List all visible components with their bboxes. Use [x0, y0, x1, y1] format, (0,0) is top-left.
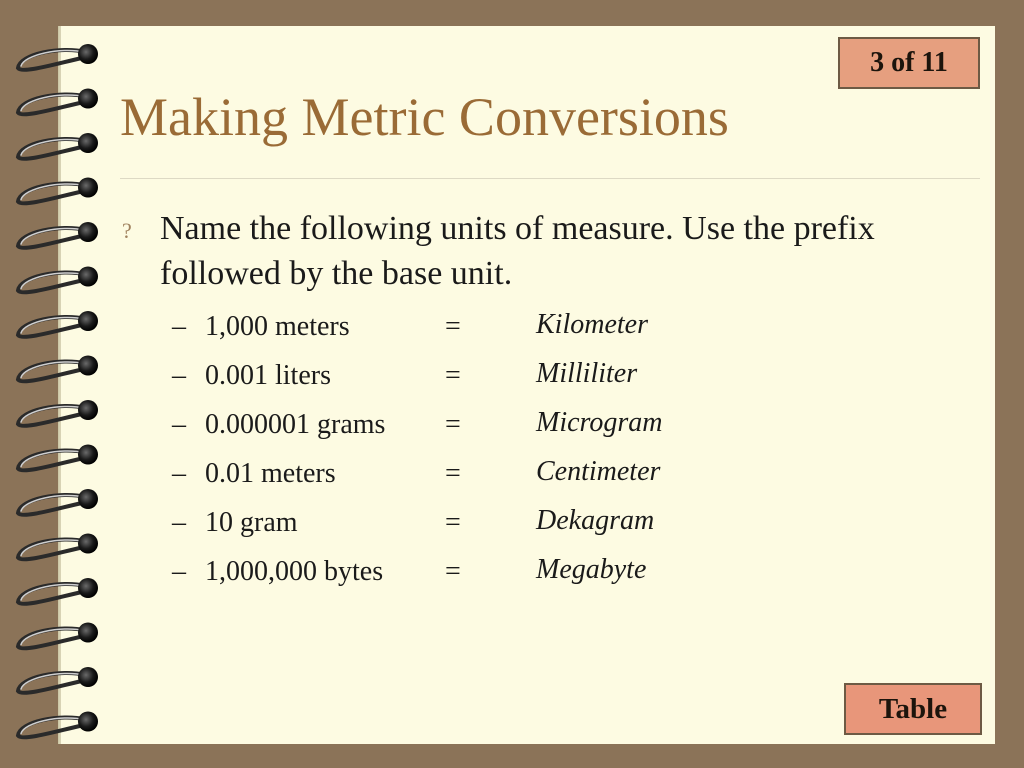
- binding-hole: [78, 178, 98, 198]
- row-equals: =: [445, 409, 461, 440]
- binding-hole: [78, 133, 98, 153]
- binding-hole: [78, 356, 98, 376]
- binding-wire: [18, 50, 86, 70]
- binding-hole: [78, 534, 98, 554]
- binding-wire: [18, 539, 86, 559]
- row-equals: =: [445, 458, 461, 489]
- title-divider: [120, 178, 980, 179]
- conversion-list: [172, 305, 772, 599]
- binding-wire: [18, 406, 86, 426]
- row-equals: =: [445, 360, 461, 391]
- row-dash: –: [172, 311, 186, 342]
- binding-hole: [78, 623, 98, 643]
- binding-hole: [78, 400, 98, 420]
- conversion-row: [172, 501, 772, 550]
- binding-hole: [78, 44, 98, 64]
- row-quantity: 1,000 meters: [205, 311, 350, 342]
- slide-counter: 3 of 11: [838, 37, 980, 89]
- row-answer: Microgram: [536, 407, 663, 438]
- binding-wire: [18, 272, 86, 292]
- conversion-row: [172, 452, 772, 501]
- binding-wire: [18, 717, 86, 737]
- spiral-binding-icon: [0, 0, 110, 768]
- binding-wire: [18, 228, 86, 248]
- binding-wire: [18, 673, 86, 693]
- binding-hole: [78, 222, 98, 242]
- row-quantity: 0.01 meters: [205, 458, 336, 489]
- binding-hole: [78, 89, 98, 109]
- conversion-row: [172, 305, 772, 354]
- row-quantity: 10 gram: [205, 507, 298, 538]
- row-quantity: 1,000,000 bytes: [205, 556, 384, 587]
- row-dash: –: [172, 360, 186, 391]
- row-dash: –: [172, 409, 186, 440]
- row-quantity: 0.001 liters: [205, 360, 331, 391]
- conversion-row: [172, 403, 772, 452]
- row-quantity: 0.000001 grams: [205, 409, 386, 440]
- binding-hole: [78, 445, 98, 465]
- binding-wire: [18, 94, 86, 114]
- row-answer: Kilometer: [536, 309, 648, 340]
- row-equals: =: [445, 556, 461, 587]
- binding-wire: [18, 495, 86, 515]
- binding-hole: [78, 489, 98, 509]
- binding-hole: [78, 267, 98, 287]
- row-dash: –: [172, 458, 186, 489]
- row-answer: Dekagram: [536, 505, 655, 536]
- binding-wire: [18, 584, 86, 604]
- instruction-text: Name the following units of measure. Use the prefix followed by the base unit.: [160, 210, 875, 292]
- bullet-marker: ?: [122, 218, 132, 243]
- row-dash: –: [172, 507, 186, 538]
- binding-hole: [78, 712, 98, 732]
- conversion-row: [172, 550, 772, 599]
- slide-title: Making Metric Conversions: [120, 87, 729, 147]
- binding-wire: [18, 450, 86, 470]
- binding-wire: [18, 139, 86, 159]
- row-answer: Megabyte: [536, 554, 647, 585]
- conversion-row: [172, 354, 772, 403]
- table-button[interactable]: Table: [844, 683, 982, 735]
- row-answer: Centimeter: [536, 456, 661, 487]
- binding-wire: [18, 183, 86, 203]
- binding-hole: [78, 667, 98, 687]
- binding-hole: [78, 578, 98, 598]
- row-equals: =: [445, 507, 461, 538]
- row-equals: =: [445, 311, 461, 342]
- binding-wire: [18, 628, 86, 648]
- binding-wire: [18, 317, 86, 337]
- binding-wire: [18, 361, 86, 381]
- row-dash: –: [172, 556, 186, 587]
- row-answer: Milliliter: [536, 358, 638, 389]
- binding-hole: [78, 311, 98, 331]
